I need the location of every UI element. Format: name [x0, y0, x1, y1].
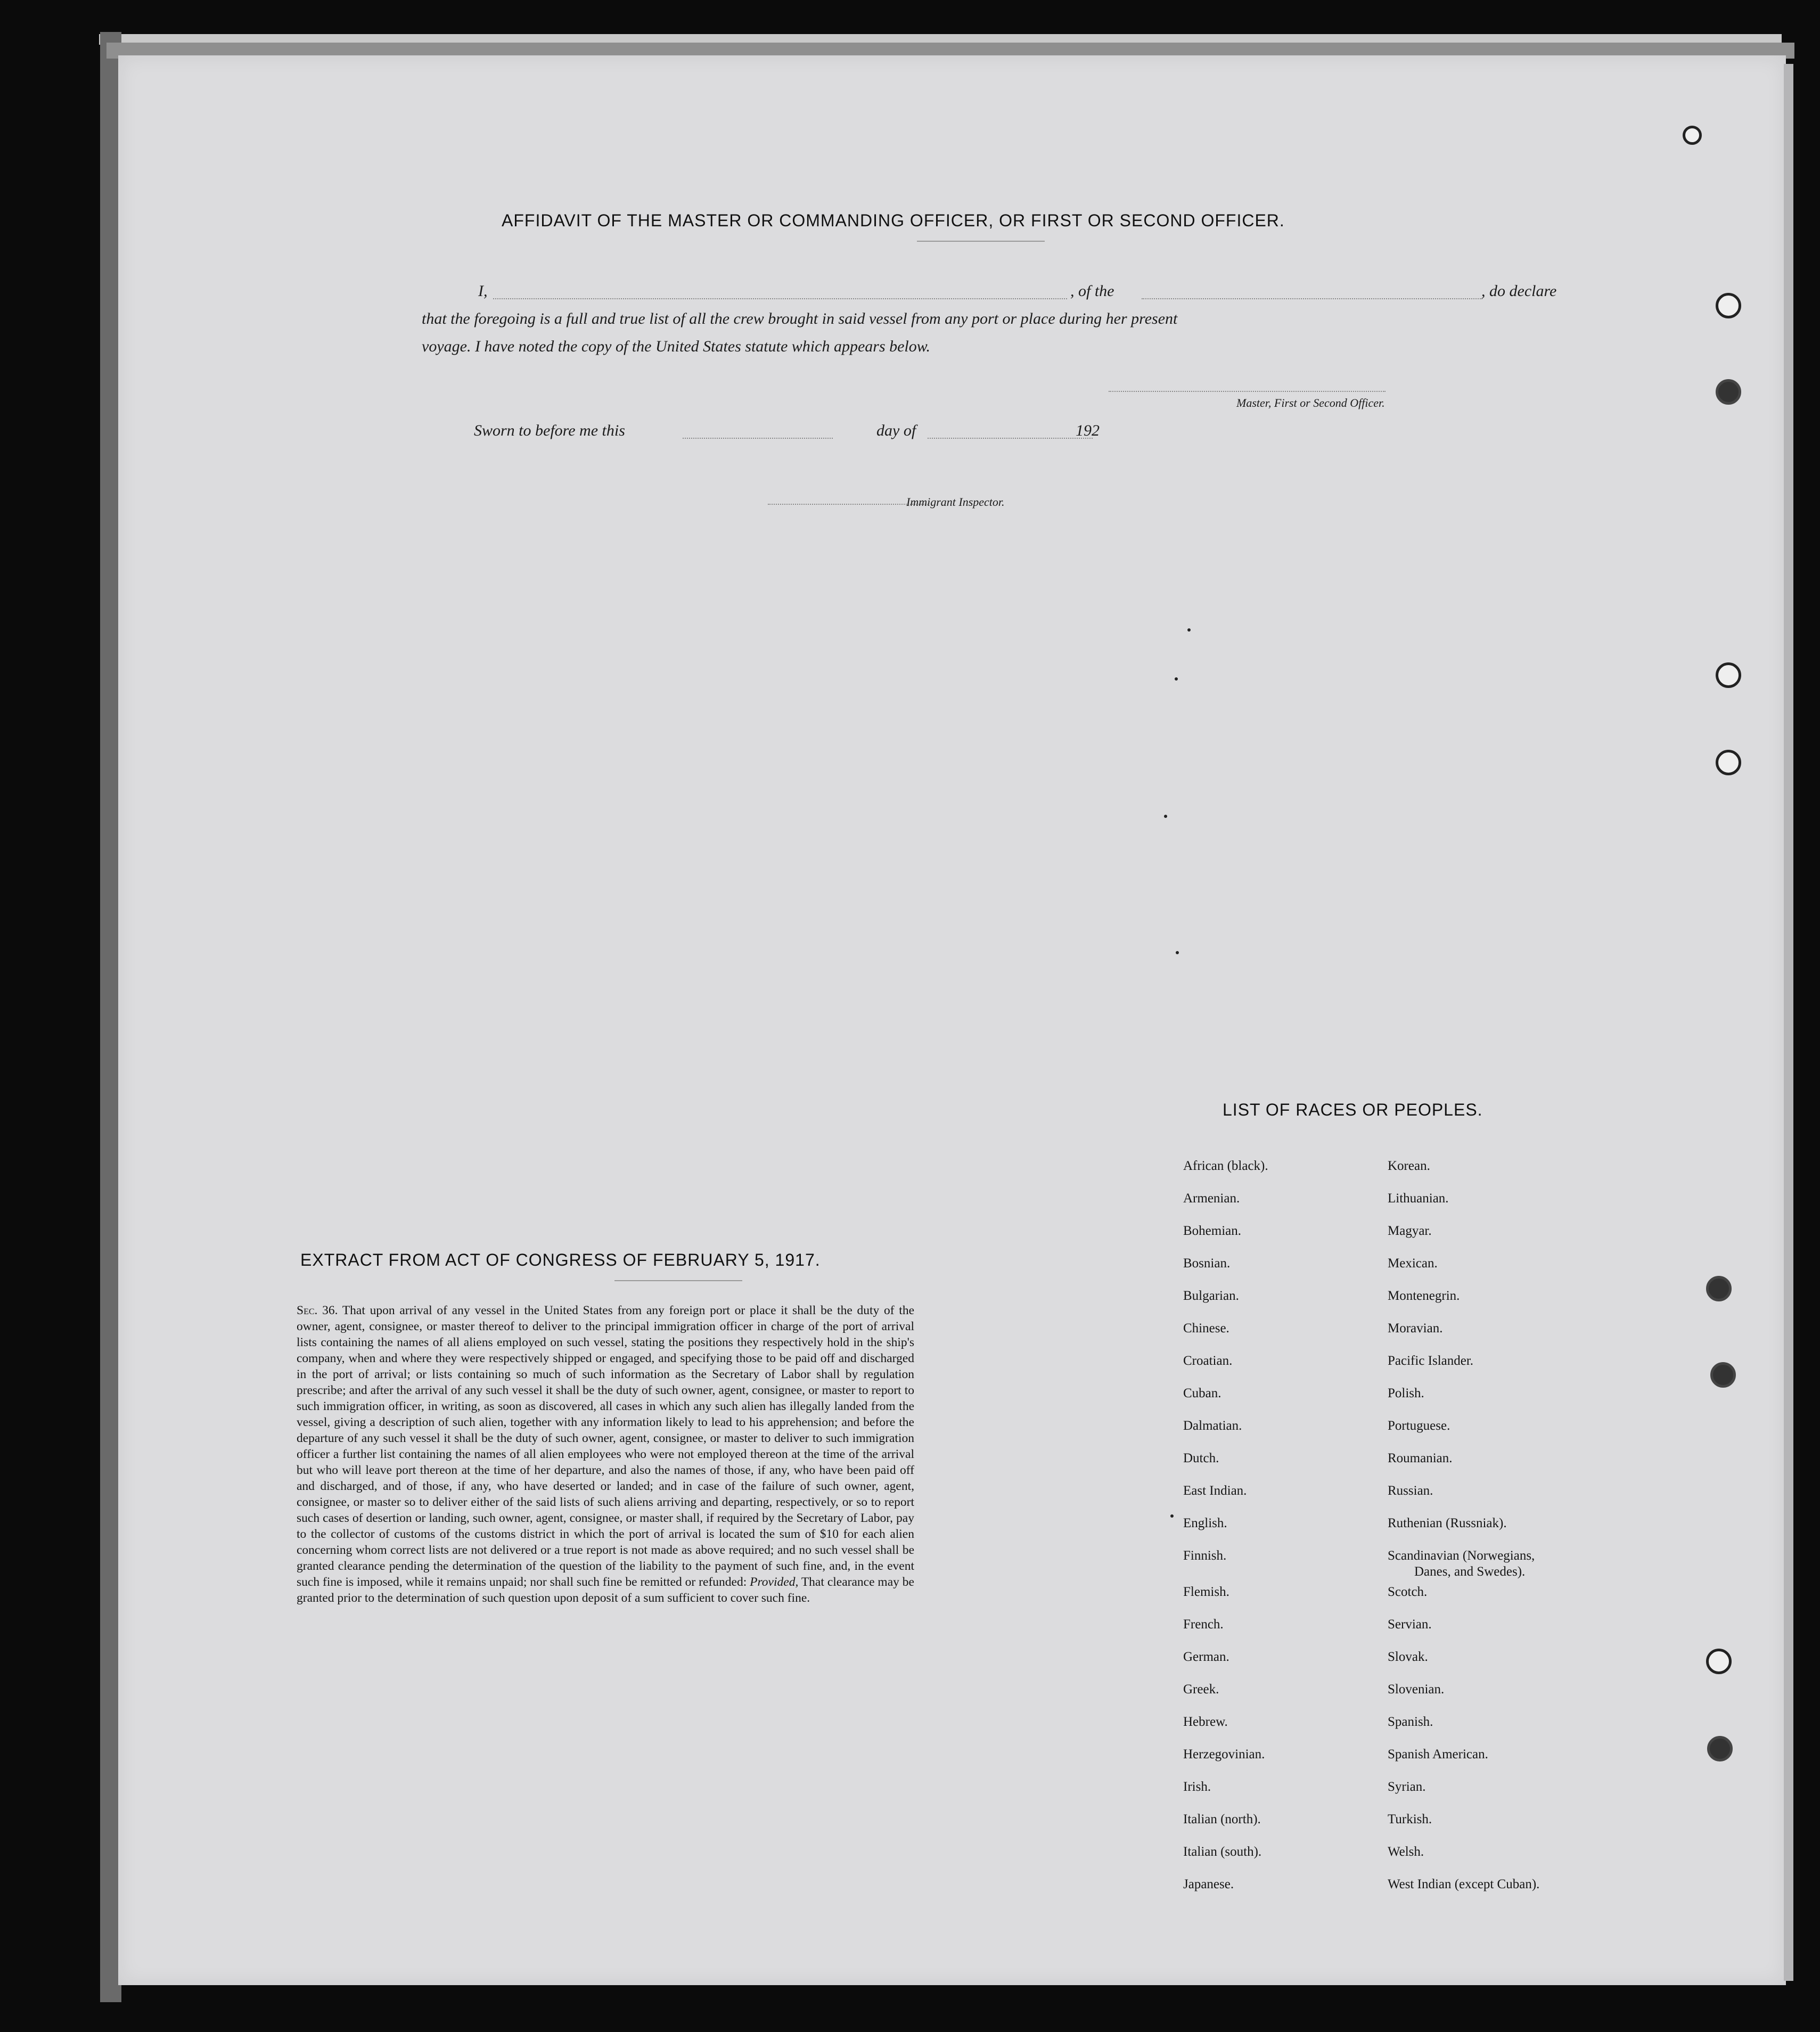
race-item: Portuguese. [1388, 1419, 1450, 1433]
race-item: Scotch. [1388, 1585, 1428, 1599]
race-item: Hebrew. [1183, 1715, 1228, 1729]
punch-hole-icon [1683, 126, 1702, 145]
race-item: Korean. [1388, 1159, 1430, 1173]
race-item: Ruthenian (Russniak). [1388, 1516, 1507, 1530]
inspector-signature-blank [768, 504, 928, 505]
race-item: Dutch. [1183, 1451, 1219, 1465]
race-item: Turkish. [1388, 1812, 1432, 1826]
race-item: Spanish American. [1388, 1747, 1488, 1761]
punch-hole-icon [1716, 293, 1741, 318]
race-item: Spanish. [1388, 1715, 1433, 1729]
race-item: East Indian. [1183, 1484, 1247, 1498]
vessel-blank [1142, 298, 1482, 299]
race-item: Moravian. [1388, 1321, 1443, 1335]
race-item: Italian (south). [1183, 1845, 1262, 1859]
race-item: German. [1183, 1650, 1229, 1664]
races-heading: LIST OF RACES OR PEOPLES. [1223, 1100, 1483, 1119]
race-item: Slovenian. [1388, 1682, 1445, 1697]
race-item: Bulgarian. [1183, 1289, 1239, 1303]
race-item: Herzegovinian. [1183, 1747, 1265, 1761]
punch-hole-icon [1716, 662, 1741, 688]
page-right-edge [1784, 64, 1793, 1981]
punch-hole-icon [1706, 1276, 1732, 1301]
proviso-text: That clearance may be granted prior to the determination of such question upon deposit of a sum sufficient to cover such fine. [297, 1575, 914, 1605]
race-item: Russian. [1388, 1484, 1433, 1498]
race-item: Scandinavian (Norwegians, [1388, 1548, 1535, 1563]
race-item: Slovak. [1388, 1650, 1428, 1664]
ink-speck [1164, 815, 1167, 818]
ink-speck [1187, 628, 1191, 632]
officer-signature-label: Master, First or Second Officer. [1236, 396, 1385, 409]
race-item: French. [1183, 1617, 1224, 1632]
race-item: Dalmatian. [1183, 1419, 1242, 1433]
race-item: Finnish. [1183, 1548, 1227, 1563]
ink-speck [1170, 1514, 1174, 1518]
section-body: That upon arrival of any vessel in the United States from any foreign port or place it shall be the duty of the owner, agent, consignee, or master thereof to deliver to the principal immigration officer in charge of the port of arrival lists containing the names of all aliens employed on such vessel, stating the positions they respectively hold in the ship's company, when and where they were respectively shipped or engaged, and specifying those to be paid off and discharged in the port of arrival; or lists containing so much of such information as the Secretary of Labor shall by regulation prescribe; and after the arrival of any such vessel it shall be the duty of such owner, agent, consignee, or master to report to such immigration officer, in writing, as soon as discovered, all cases in which any such alien has illegally landed from the vessel, giving a description of such alien, together with any information likely to lead to his apprehension; and before the departure of any such vessel it shall be the duty of such owner, agent, consignee, or master to deliver to such immigration officer a further list containing the names of all alien employees who were not employed thereon at the time of the arrival but who will leave port thereon at the time of her departure, and also the names of those, if any, who have been paid off and discharged, and of those, if any, who have deserted or landed; and in case of the failure of such owner, agent, consignee, or master so to deliver either of the said lists of such aliens arriving and departing, respectively, or so to report such cases of desertion or landing, such owner, agent, consignee, or master shall, if required by the Secretary of Labor, pay to the collector of customs of the customs district in which the port of arrival is located the sum of $10 for each alien concerning whom correct lists are not delivered or a true report is not made as above required; and no such vessel shall be granted clearance pending the determination of the question of the liability to the payment of such fine, and, in the event such fine is imposed, while it remains unpaid; nor shall such fine be remitted or refunded: [297, 1304, 915, 1589]
race-item: Magyar. [1388, 1224, 1432, 1238]
race-item: Montenegrin. [1388, 1289, 1460, 1303]
proviso-label: Provided, [750, 1575, 799, 1589]
ink-speck [1176, 951, 1179, 954]
race-item: Bosnian. [1183, 1256, 1231, 1271]
race-item: African (black). [1183, 1159, 1268, 1173]
extract-rule [614, 1280, 742, 1281]
race-item: Japanese. [1183, 1877, 1234, 1891]
race-item: West Indian (except Cuban). [1388, 1877, 1540, 1891]
race-item: Syrian. [1388, 1780, 1426, 1794]
race-item: Danes, and Swedes). [1414, 1564, 1526, 1579]
sworn-month-blank [928, 438, 1093, 439]
race-item: Pacific Islander. [1388, 1354, 1474, 1368]
race-item: English. [1183, 1516, 1227, 1530]
race-item: Polish. [1388, 1386, 1424, 1400]
punch-hole-icon [1716, 750, 1741, 775]
race-item: Greek. [1183, 1682, 1219, 1697]
race-item: Mexican. [1388, 1256, 1438, 1271]
race-item: Bohemian. [1183, 1224, 1242, 1238]
sworn-prefix: Sworn to before me this [474, 422, 625, 439]
punch-hole-icon [1710, 1362, 1736, 1388]
race-item: Lithuanian. [1388, 1191, 1449, 1206]
race-item: Irish. [1183, 1780, 1211, 1794]
race-item: Servian. [1388, 1617, 1432, 1632]
extract-section-36 [297, 1302, 914, 1606]
race-item: Roumanian. [1388, 1451, 1453, 1465]
race-item: Chinese. [1183, 1321, 1229, 1335]
sworn-year: 192 [1076, 422, 1100, 439]
inspector-label: Immigrant Inspector. [906, 495, 1005, 509]
affidavit-of-the: , of the [1070, 282, 1114, 300]
race-item: Flemish. [1183, 1585, 1229, 1599]
affidavit-i: I, [478, 282, 488, 300]
punch-hole-icon [1716, 379, 1741, 405]
sworn-day-blank [683, 438, 833, 439]
race-item: Welsh. [1388, 1845, 1424, 1859]
affidavit-heading: AFFIDAVIT OF THE MASTER OR COMMANDING OFFICER, OR FIRST OR SECOND OFFICER. [502, 211, 1285, 230]
race-item: Armenian. [1183, 1191, 1240, 1206]
extract-heading: EXTRACT FROM ACT OF CONGRESS OF FEBRUARY 5, 1917. [300, 1250, 821, 1269]
punch-hole-icon [1706, 1649, 1732, 1674]
affidavit-declare: , do declare [1481, 282, 1557, 300]
race-item: Italian (north). [1183, 1812, 1261, 1826]
form-page [118, 55, 1786, 1985]
heading-rule [917, 241, 1045, 242]
section-label: Sec. 36. [297, 1304, 338, 1317]
affidavit-line-2: that the foregoing is a full and true list of all the crew brought in said vessel from any port or place during her present [422, 310, 1178, 327]
affidavit-line-3: voyage. I have noted the copy of the United States statute which appears below. [422, 338, 931, 355]
ink-speck [1175, 677, 1178, 681]
sworn-day-of: day of [876, 422, 916, 439]
race-item: Croatian. [1183, 1354, 1233, 1368]
name-blank [493, 298, 1067, 299]
officer-signature-blank [1109, 391, 1386, 392]
punch-hole-icon [1707, 1736, 1733, 1761]
race-item: Cuban. [1183, 1386, 1221, 1400]
